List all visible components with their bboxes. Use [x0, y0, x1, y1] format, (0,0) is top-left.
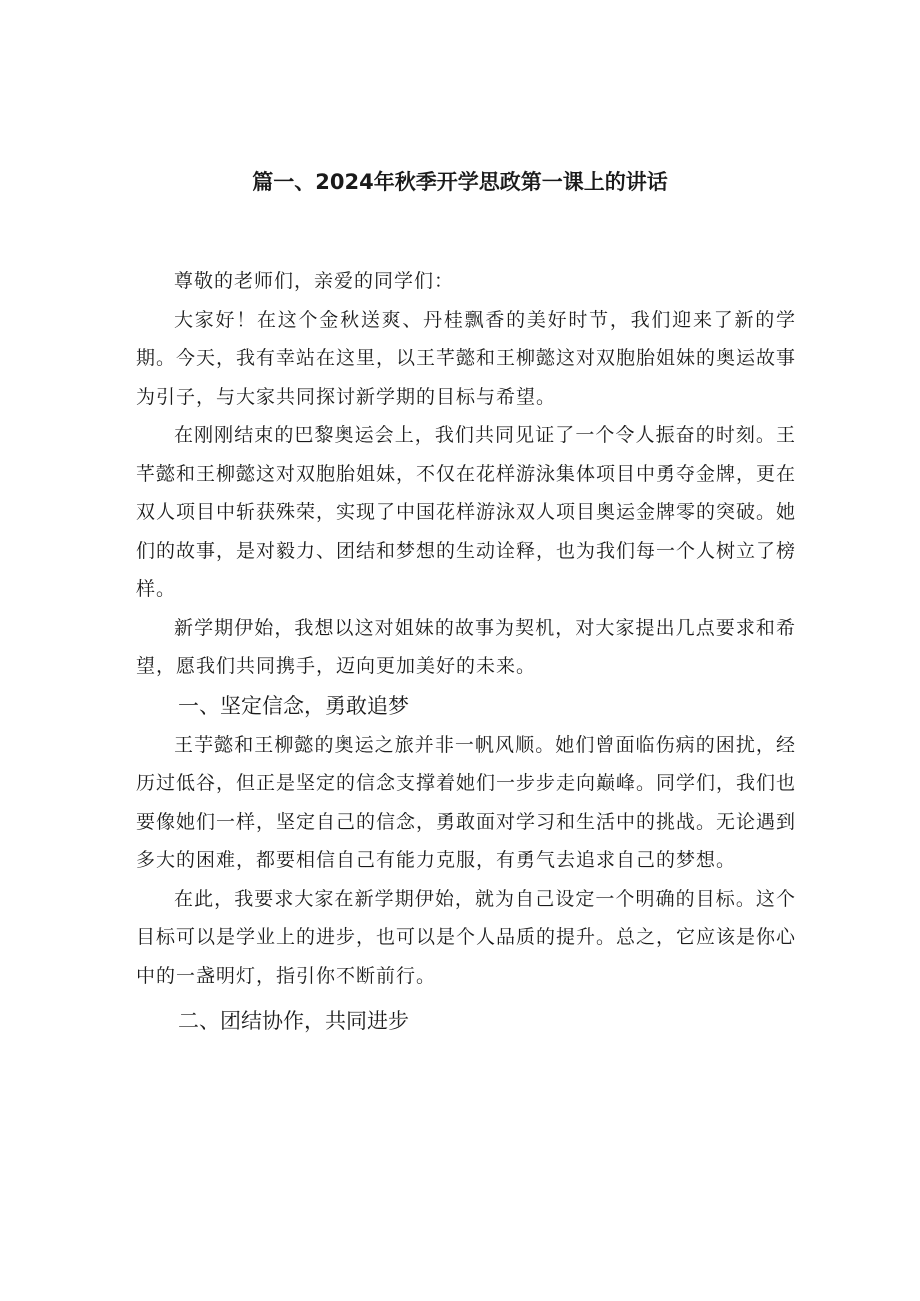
document-body [136, 262, 796, 1041]
belief-paragraph: 王芋懿和王柳懿的奥运之旅并非一帆风顺。她们曾面临伤病的困扰，经历过低谷，但正是坚定的信念支撑着她们一步步走向巅峰。同学们，我们也要像她们一样，坚定自己的信念，勇敢面对学习和生活中的挑战。无论遇到多大的困难，都要相信自己有能力克服，有勇气去追求自己的梦想。 [136, 733, 797, 871]
section-heading-1: 一、坚定信念，勇敢追梦 [178, 693, 409, 718]
section-heading-2: 二、团结协作，共同进步 [178, 1009, 409, 1033]
greeting-paragraph: 大家好！在这个金秋送爽、丹桂飘香的美好时节，我们迎来了新的学期。今天，我有幸站在这里，以王芊懿和王柳懿这对双胞胎姐妹的奥运故事为引子，与大家共同探讨新学期的目标与希望。 [136, 308, 797, 408]
salutation-paragraph: 尊敬的老师们，亲爱的同学们： [174, 270, 455, 292]
expectations-paragraph: 新学期伊始，我想以这对姐妹的故事为契机，对大家提出几点要求和希望，愿我们共同携手，迈向更加美好的未来。 [136, 616, 796, 677]
document-title: 篇一、2024年秋季开学思政第一课上的讲话 [252, 170, 668, 194]
goal-paragraph: 在此，我要求大家在新学期伊始，就为自己设定一个明确的目标。这个目标可以是学业上的进步，也可以是个人品质的提升。总之，它应该是你心中的一盏明灯，指引你不断前行。 [136, 887, 797, 987]
olympics-paragraph: 在刚刚结束的巴黎奥运会上，我们共同见证了一个令人振奋的时刻。王芊懿和王柳懿这对双胞胎姐妹，不仅在花样游泳集体项目中勇夺金牌，更在双人项目中斩获殊荣，实现了中国花样游泳双人项目奥运金牌零的突破。她们的故事，是对毅力、团结和梦想的生动诠释，也为我们每一个人树立了榜样。 [136, 424, 797, 600]
